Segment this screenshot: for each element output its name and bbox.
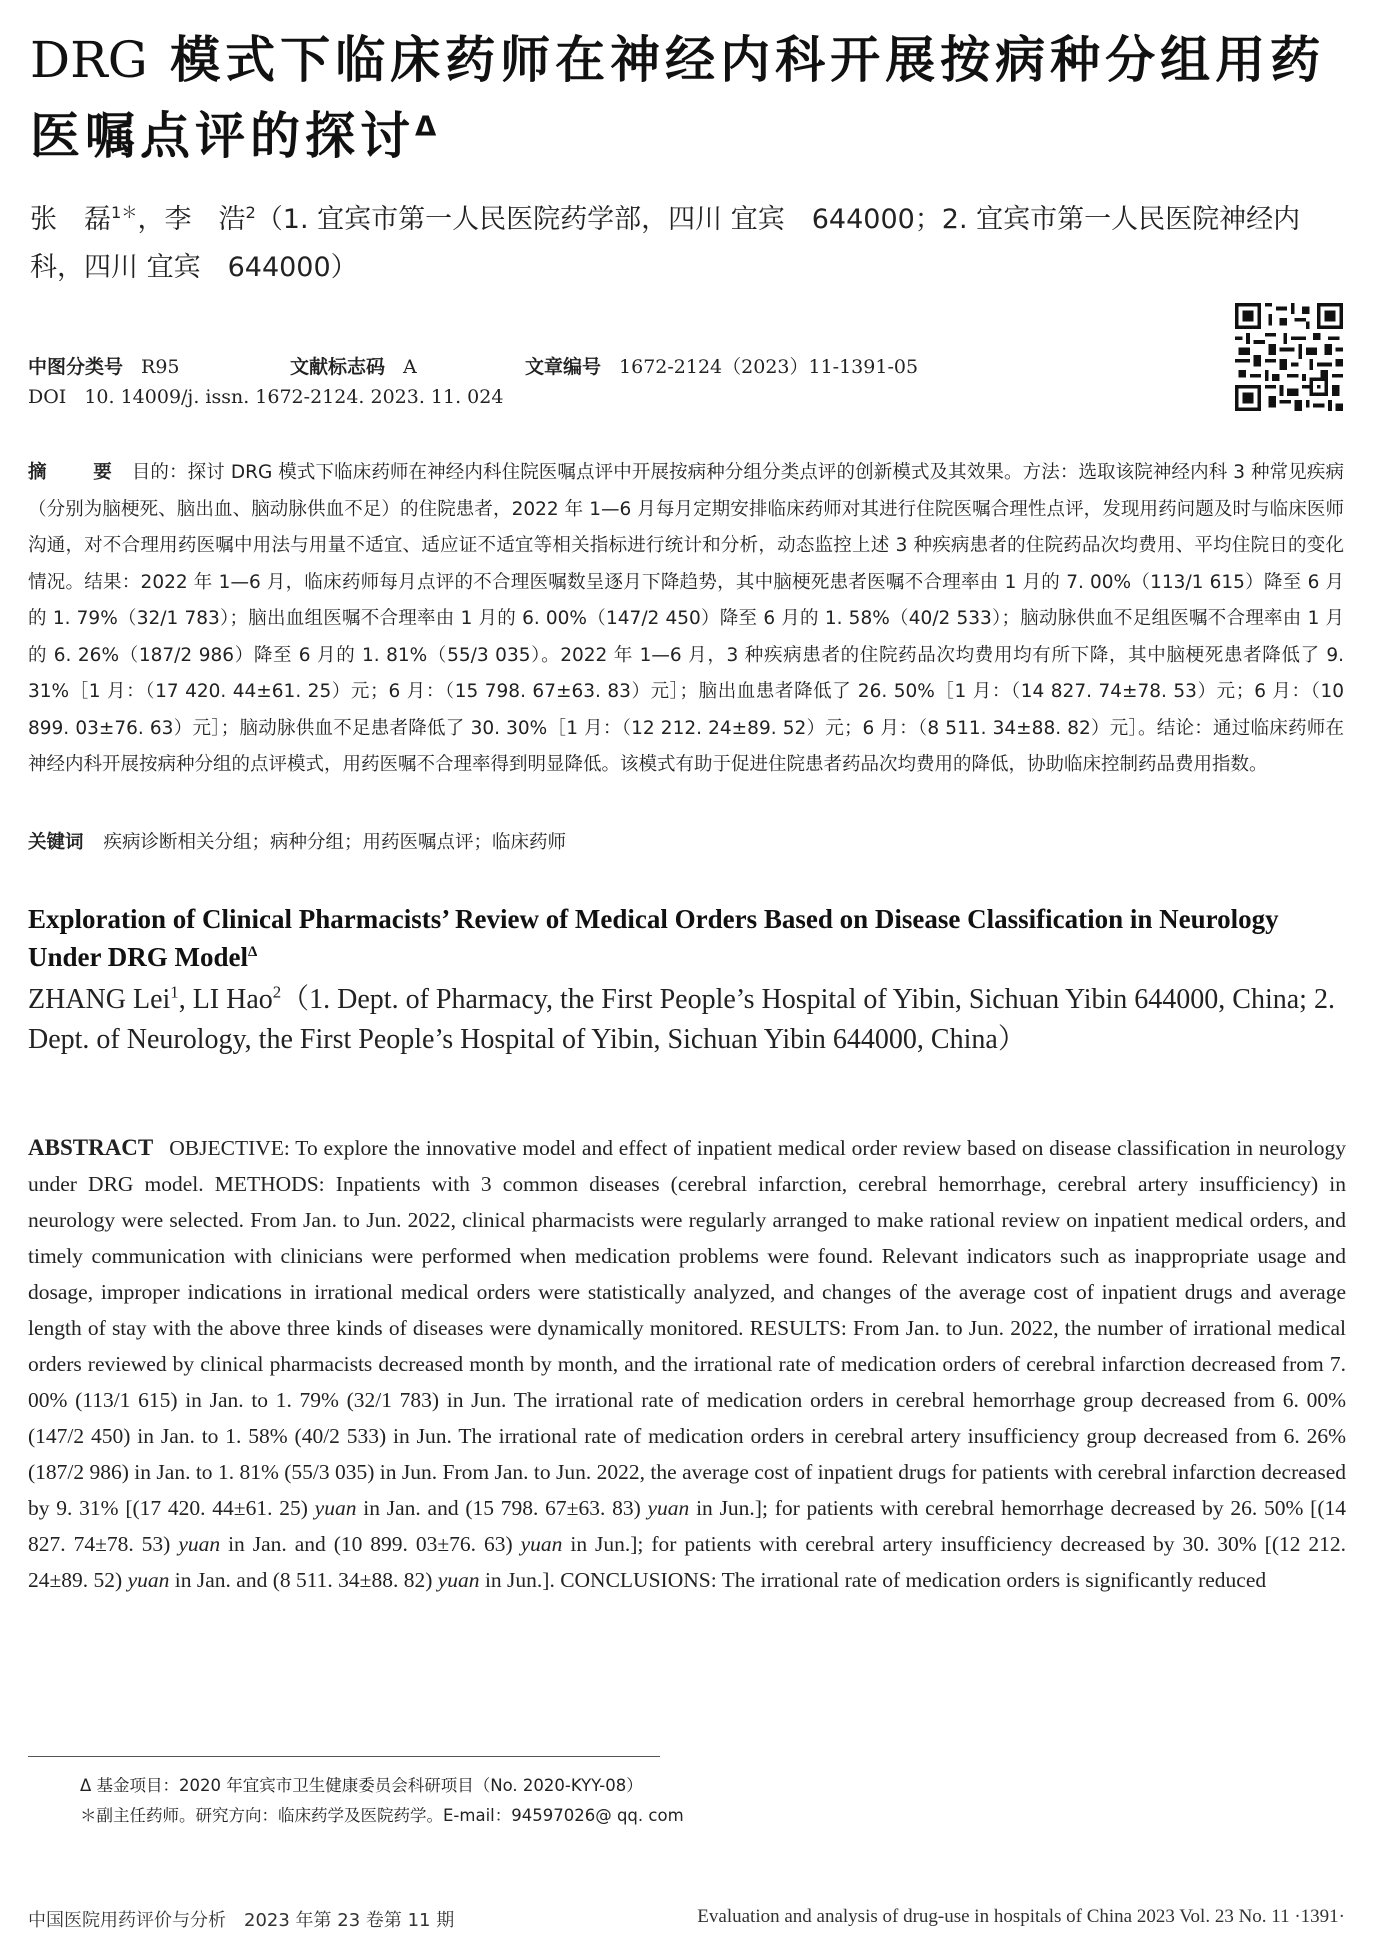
english-author-2: LI Hao — [192, 984, 273, 1015]
clc-label: 中图分类号 — [28, 356, 124, 378]
english-title — [28, 900, 1348, 976]
author-1: 张 磊 — [30, 204, 111, 235]
chinese-keywords-text: 疾病诊断相关分组；病种分组；用药医嘱点评；临床药师 — [103, 832, 567, 853]
document-code — [290, 352, 417, 379]
chinese-title-text: 模式下临床药师在神经内科开展按病种分组用药医嘱点评的探讨 — [30, 31, 1326, 165]
author-separator: ， — [137, 204, 165, 235]
english-author-1: ZHANG Lei — [28, 984, 171, 1015]
chinese-abstract — [28, 455, 1344, 784]
author-2-affil: 2 — [245, 203, 256, 222]
yuan-unit: yuan — [314, 1496, 357, 1520]
yuan-unit: yuan — [437, 1568, 480, 1592]
clc-value: R95 — [141, 356, 180, 378]
doi — [28, 386, 503, 408]
english-abstract-label: ABSTRACT — [28, 1135, 154, 1160]
english-funding-mark: Δ — [248, 944, 258, 960]
article-number — [525, 352, 918, 379]
english-author-2-affil: 2 — [272, 982, 282, 1002]
english-abstract-text-4: in Jan. and (10 899. 03±76. 63) — [228, 1532, 513, 1556]
english-abstract-text-2: in Jan. and (15 798. 67±63. 83) — [363, 1496, 641, 1520]
english-abstract-text-5: in Jun.]; for patients with cerebral artery insufficiency decreased by 30. 30% [(12 212. 24±89. 52) — [28, 1532, 1347, 1592]
yuan-unit: yuan — [520, 1532, 563, 1556]
funding-mark: Δ — [415, 110, 442, 143]
english-abstract — [28, 1130, 1346, 1598]
document-code-value: A — [403, 356, 417, 378]
document-code-label: 文献标志码 — [290, 356, 386, 378]
yuan-unit: yuan — [178, 1532, 221, 1556]
english-author-1-affil: 1 — [170, 982, 179, 1002]
running-footer-left: 中国医院用药评价与分析 2023 年第 23 卷第 11 期 — [28, 1910, 455, 1931]
english-authors — [28, 980, 1348, 1060]
chinese-authors — [30, 196, 1350, 292]
clc-number — [28, 352, 180, 379]
chinese-keywords — [28, 828, 1344, 854]
chinese-keywords-label: 关键词 — [28, 832, 84, 853]
english-abstract-text-7: in Jun.]. CONCLUSIONS: The irrational rate of medication orders is significantly reduced — [484, 1568, 1267, 1592]
article-number-label: 文章编号 — [525, 356, 602, 378]
yuan-unit: yuan — [647, 1496, 690, 1520]
english-abstract-text-3: in Jun.]; for patients with cerebral hemorrhage decreased by 26. 50% [(14 827. 74±78. 53) — [28, 1496, 1346, 1556]
footnote-divider — [28, 1756, 660, 1757]
english-title-text: Exploration of Clinical Pharmacists’ Review of Medical Orders Based on Disease Classification in Neurology Under DRG Model — [28, 904, 1279, 972]
doi-value: 10. 14009/j. issn. 1672-2124. 2023. 11. 024 — [84, 386, 504, 408]
yuan-unit: yuan — [127, 1568, 170, 1592]
author-2: 李 浩 — [164, 204, 246, 235]
chinese-abstract-text: 目的：探讨 DRG 模式下临床药师在神经内科住院医嘱点评中开展按病种分组分类点评的创新模式及其效果。方法：选取该院神经内科 3 种常见疾病（分别为脑梗死、脑出血、脑动脉供血不足）的住院患者，2022 年 1—6 月每月定期安排临床药师对其进行住院医嘱合理性点评，发现用药问题及时与临床医师沟通，对不合理用药医嘱中用法与用量不适宜、适应证不适宜等相关指标进行统计和分析，动态监控上述 3 种疾病患者的住院药品次均费用、平均住院日的变化情况。结果：2022 年 1—6 月，临床药师每月点评的不合理医嘱数呈逐月下降趋势，其中脑梗死患者医嘱不合理率由 1 月的 7. 00%（113/1 615）降至 6 月的 1. 79%（32/1 783）；脑出血组医嘱不合理率由 1 月的 6. 00%（147/2 450）降至 6 月的 1. 58%（40/2 533）；脑动脉供血不足组医嘱不合理率由 1 月的 6. 26%（187/2 986）降至 6 月的 1. 81%（55/3 035）。2022 年 1—6 月，3 种疾病患者的住院药品次均费用均有所下降，其中脑梗死患者降低了 9. 31%［1 月：（17 420. 44±61. 25）元；6 月：（15 798. 67±63. 83）元］；脑出血患者降低了 26. 50%［1 月：（14 827. 74±78. 53）元；6 月：（10 899. 03±76. 63）元］；脑动脉供血不足患者降低了 30. 30%［1 月：（12 212. 24±89. 52）元；6 月：（8 511. 34±88. 82）元］。结论：通过临床药师在神经内科开展按病种分组的点评模式，用药医嘱不合理率得到明显降低。该模式有助于促进住院患者药品次均费用的降低，协助临床控制药品费用指数。 — [28, 462, 1344, 775]
english-affiliations: （1. Dept. of Pharmacy, the First People’s Hospital of Yibin, Sichuan Yibin 644000, China; 2. Dept. of Neurology, the First People’s Hospital of Yibin, Sichuan Yibin 644000, China） — [28, 984, 1335, 1055]
english-author-separator: , — [178, 984, 193, 1015]
article-number-value: 1672-2124（2023）11-1391-05 — [619, 356, 919, 378]
english-abstract-text-6: in Jan. and (8 511. 34±88. 82) — [174, 1568, 433, 1592]
chinese-title-latin: DRG — [30, 31, 148, 89]
qr-code — [1235, 303, 1343, 411]
chinese-title — [30, 22, 1350, 174]
doi-label: DOI — [28, 386, 67, 408]
author-footnote: ＊副主任药师。研究方向：临床药学及医院药学。E-mail：94597026@ qq. com — [80, 1806, 684, 1825]
chinese-abstract-label: 摘 要 — [28, 462, 126, 483]
english-abstract-text-1: OBJECTIVE: To explore the innovative model and effect of inpatient medical order review based on disease classification in neurology under DRG model. METHODS: Inpatients with 3 common diseases (cerebral infarction, cerebral hemorrhage, cerebral artery insufficiency) in neurology were selected. From Jan. to Jun. 2022, clinical pharmacists were regularly arranged to make rational review on inpatient medical orders, and timely communication with clinicians were performed when medication problems were found. Relevant indicators such as inappropriate usage and dosage, improper indications in irrational medical orders were statistically analyzed, and changes of the average cost of inpatient drugs and average length of stay with the above three kinds of diseases were dynamically monitored. RESULTS: From Jan. to Jun. 2022, the number of irrational medical orders reviewed by clinical pharmacists decreased month by month, and the irrational rate of medication orders of cerebral infarction decreased from 7. 00% (113/1 615) in Jan. to 1. 79% (32/1 783) in Jun. The irrational rate of medication orders in cerebral hemorrhage group decreased from 6. 00% (147/2 450) in Jan. to 1. 58% (40/2 533) in Jun. The irrational rate of medication orders in cerebral artery insufficiency group decreased from 6. 26% (187/2 986) in Jan. to 1. 81% (55/3 035) in Jun. From Jan. to Jun. 2022, the average cost of inpatient drugs for patients with cerebral infarction decreased by 9. 31% [(17 420. 44±61. 25) — [28, 1136, 1346, 1520]
chinese-affiliations: （1. 宜宾市第一人民医院药学部，四川 宜宾 644000；2. 宜宾市第一人民医院神经内科，四川 宜宾 644000） — [30, 204, 1301, 283]
author-1-affil: 1＊ — [111, 203, 138, 222]
funding-footnote: Δ 基金项目：2020 年宜宾市卫生健康委员会科研项目（No. 2020-KYY-08） — [80, 1776, 643, 1795]
running-footer-right: Evaluation and analysis of drug-use in hospitals of China 2023 Vol. 23 No. 11 ·1391· — [697, 1906, 1345, 1927]
